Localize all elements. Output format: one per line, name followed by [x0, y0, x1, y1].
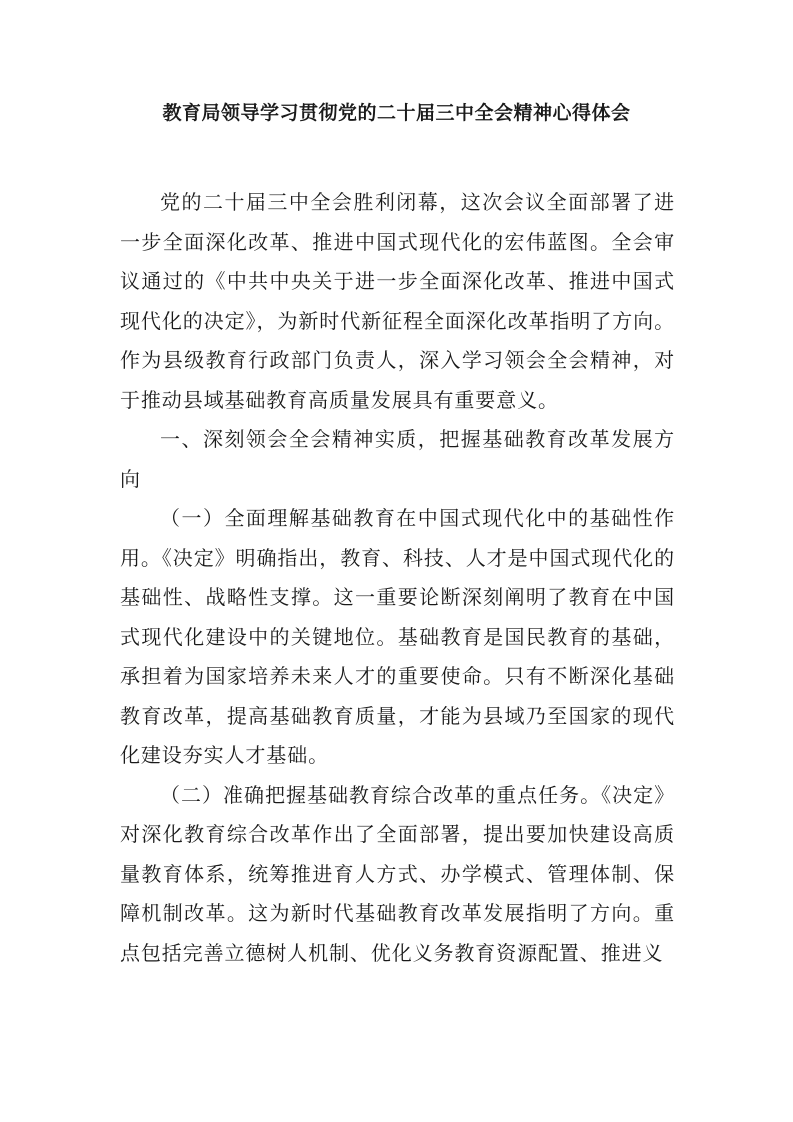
paragraph-subsection-2: （二）准确把握基础教育综合改革的重点任务。《决定》对深化教育综合改革作出了全面部署，提出要加快建设高质量教育体系，统筹推进育人方式、办学模式、管理体制、保障机制改革。这为新时代基础教育改革发展指明了方向。重点包括完善立德树人机制、优化义务教育资源配置、推进义: [120, 782, 675, 965]
document-body: [120, 183, 675, 973]
document-title: 教育局领导学习贯彻党的二十届三中全会精神心得体会: [162, 102, 631, 124]
paragraph-subsection-1: （一）全面理解基础教育在中国式现代化中的基础性作用。《决定》明确指出，教育、科技、人才是中国式现代化的基础性、战略性支撑。这一重要论断深刻阐明了教育在中国式现代化建设中的关键地位。基础教育是国民教育的基础，承担着为国家培养未来人才的重要使命。只有不断深化基础教育改革，提高基础教育质量，才能为县域乃至国家的现代化建设夯实人才基础。: [120, 506, 675, 767]
paragraph-intro: 党的二十届三中全会胜利闭幕，这次会议全面部署了进一步全面深化改革、推进中国式现代化的宏伟蓝图。全会审议通过的《中共中央关于进一步全面深化改革、推进中国式现代化的决定》，为新时代新征程全面深化改革指明了方向。作为县级教育行政部门负责人，深入学习领会全会精神，对于推动县域基础教育高质量发展具有重要意义。: [120, 190, 675, 412]
section-heading-1: 一、深刻领会全会精神实质，把握基础教育改革发展方向: [120, 427, 675, 491]
